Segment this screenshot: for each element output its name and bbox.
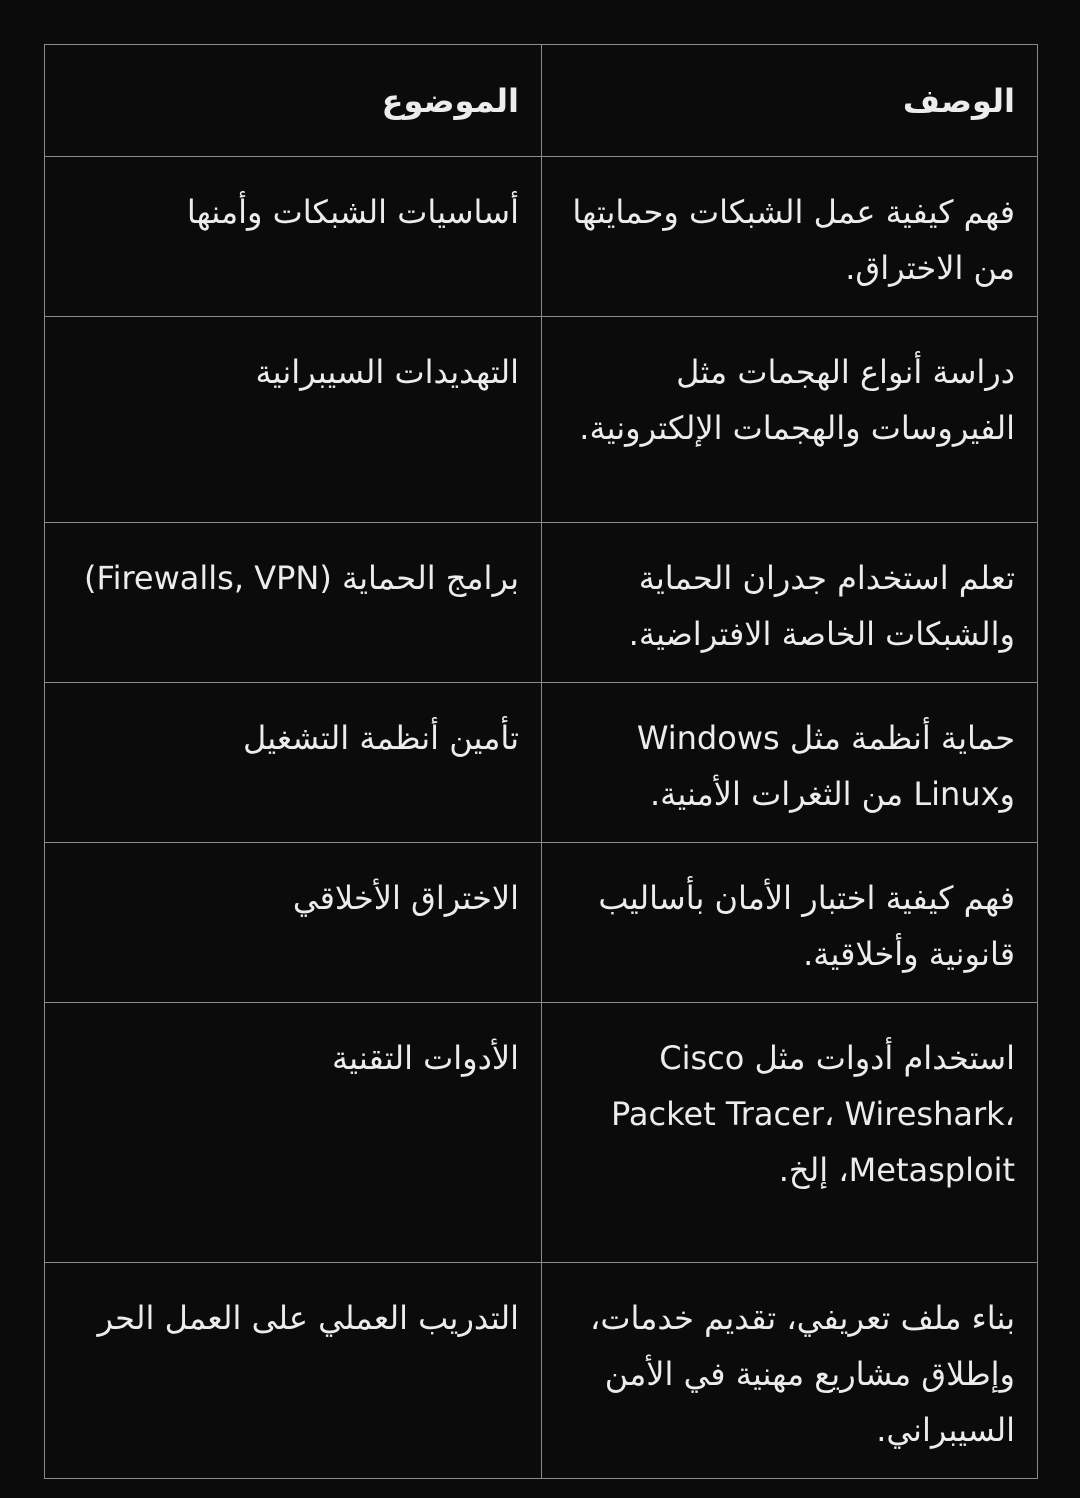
- cell-description: فهم كيفية عمل الشبكات وحمايتها من الاختراق.: [542, 157, 1038, 317]
- curriculum-table-container: [44, 44, 1037, 1479]
- table-header-row: [45, 45, 1038, 157]
- cell-topic: برامج الحماية (Firewalls, VPN): [45, 523, 542, 683]
- table-row: [45, 317, 1038, 523]
- cell-description: استخدام أدوات مثل Cisco Packet Tracer، Wireshark، Metasploit، إلخ.: [542, 1003, 1038, 1263]
- cell-topic: التهديدات السيبرانية: [45, 317, 542, 523]
- header-topic: الموضوع: [45, 45, 542, 157]
- table-row: [45, 1263, 1038, 1479]
- cell-description: تعلم استخدام جدران الحماية والشبكات الخاصة الافتراضية.: [542, 523, 1038, 683]
- cell-topic: التدريب العملي على العمل الحر: [45, 1263, 542, 1479]
- cell-topic: أساسيات الشبكات وأمنها: [45, 157, 542, 317]
- cell-description: حماية أنظمة مثل Windows وLinux من الثغرات الأمنية.: [542, 683, 1038, 843]
- header-description: الوصف: [542, 45, 1038, 157]
- cell-description: بناء ملف تعريفي، تقديم خدمات، وإطلاق مشاريع مهنية في الأمن السيبراني.: [542, 1263, 1038, 1479]
- table-row: [45, 157, 1038, 317]
- table-row: [45, 523, 1038, 683]
- curriculum-table: [44, 44, 1038, 1479]
- table-row: [45, 683, 1038, 843]
- cell-topic: الاختراق الأخلاقي: [45, 843, 542, 1003]
- table-row: [45, 1003, 1038, 1263]
- cell-topic: تأمين أنظمة التشغيل: [45, 683, 542, 843]
- cell-description: فهم كيفية اختبار الأمان بأساليب قانونية وأخلاقية.: [542, 843, 1038, 1003]
- table-row: [45, 843, 1038, 1003]
- cell-description: دراسة أنواع الهجمات مثل الفيروسات والهجمات الإلكترونية.: [542, 317, 1038, 523]
- cell-topic: الأدوات التقنية: [45, 1003, 542, 1263]
